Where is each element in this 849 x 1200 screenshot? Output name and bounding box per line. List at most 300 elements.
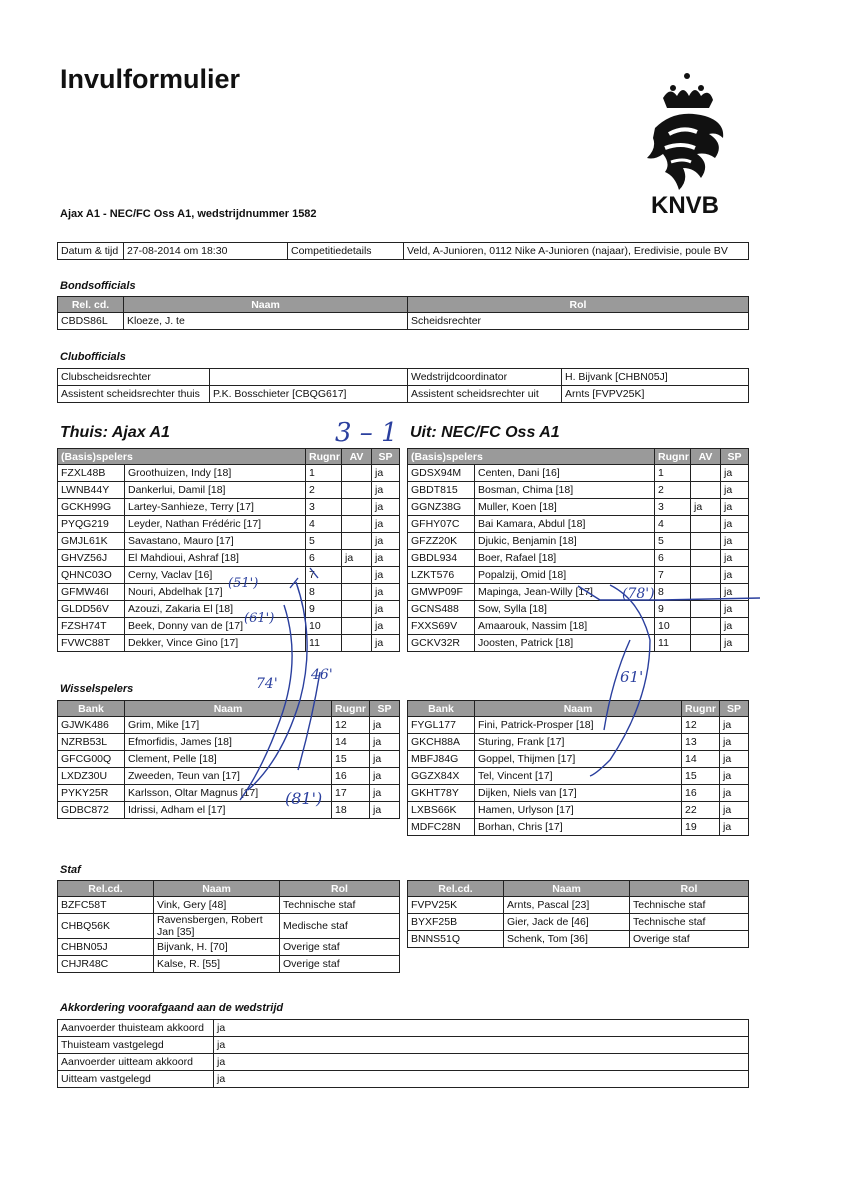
cell: ja — [721, 482, 749, 499]
cell: Sturing, Frank [17] — [475, 734, 682, 751]
cell: PYKY25R — [58, 785, 125, 802]
cell: Arnts [FVPV25K] — [562, 386, 749, 403]
cell: GHVZ56J — [58, 550, 125, 567]
table-row — [58, 734, 400, 751]
cell — [691, 618, 721, 635]
cell: ja — [370, 802, 400, 819]
cell: Wedstrijdcoordinator — [408, 369, 562, 386]
col-sp: SP — [372, 449, 400, 465]
cell — [342, 516, 372, 533]
handwritten-sub-home-2: (61') — [244, 611, 275, 626]
cell: BNNS51Q — [408, 931, 504, 948]
cell: GGNZ38G — [408, 499, 475, 516]
cell: Popalzij, Omid [18] — [475, 567, 655, 584]
cell — [210, 369, 408, 386]
cell: Ravensbergen, Robert Jan [35] — [154, 914, 280, 939]
cell: Technische staf — [280, 897, 400, 914]
cell: GDBC872 — [58, 802, 125, 819]
cell: Tel, Vincent [17] — [475, 768, 682, 785]
cell: Mapinga, Jean-Willy [17] — [475, 584, 655, 601]
cell: ja — [372, 533, 400, 550]
cell — [342, 618, 372, 635]
cell: Muller, Koen [18] — [475, 499, 655, 516]
table-row — [58, 751, 400, 768]
table-row — [58, 516, 400, 533]
cell: Goppel, Thijmen [17] — [475, 751, 682, 768]
cell: ja — [721, 618, 749, 635]
cell: 12 — [332, 717, 370, 734]
cell: 4 — [306, 516, 342, 533]
cell: GCKH99G — [58, 499, 125, 516]
home-players-table — [57, 448, 400, 652]
table-row — [408, 785, 749, 802]
cell: Technische staf — [630, 914, 749, 931]
cell: ja — [720, 785, 749, 802]
table-row — [408, 618, 749, 635]
lion-crest-icon — [625, 68, 745, 218]
handwritten-score: 3 – 1 — [335, 418, 398, 448]
cell: Bosman, Chima [18] — [475, 482, 655, 499]
cell: 7 — [655, 567, 691, 584]
knvb-logo — [625, 68, 745, 218]
cell: GKHT78Y — [408, 785, 475, 802]
cell: ja — [370, 751, 400, 768]
cell: 2 — [306, 482, 342, 499]
cell — [342, 584, 372, 601]
cell: Technische staf — [630, 897, 749, 914]
table-row — [58, 802, 400, 819]
cell: 11 — [306, 635, 342, 652]
table-row — [58, 914, 400, 939]
cell: ja — [372, 618, 400, 635]
cell: LXDZ30U — [58, 768, 125, 785]
cell: 13 — [682, 734, 720, 751]
datum-label: Datum & tijd — [58, 243, 124, 260]
table-row — [58, 1054, 749, 1071]
table-row — [408, 533, 749, 550]
table-row — [408, 897, 749, 914]
cell: ja — [214, 1071, 749, 1088]
cell: Cerny, Vaclav [16] — [125, 567, 306, 584]
cell: Beek, Donny van de [17] — [125, 618, 306, 635]
table-row — [58, 956, 400, 973]
cell: 14 — [682, 751, 720, 768]
cell: ja — [214, 1054, 749, 1071]
away-players-table — [407, 448, 749, 652]
table-row — [58, 768, 400, 785]
datum-value: 27-08-2014 om 18:30 — [124, 243, 288, 260]
cell: 18 — [332, 802, 370, 819]
clubofficials-heading: Clubofficials — [60, 351, 126, 363]
col-basisspelers: (Basis)spelers — [58, 449, 306, 465]
table-row — [408, 601, 749, 618]
cell: Savastano, Mauro [17] — [125, 533, 306, 550]
cell: ja — [370, 785, 400, 802]
cell: Uitteam vastgelegd — [58, 1071, 214, 1088]
cell: ja — [720, 768, 749, 785]
cell: Clubscheidsrechter — [58, 369, 210, 386]
cell: PYQG219 — [58, 516, 125, 533]
col-bank: Bank — [58, 701, 125, 717]
cell: CHJR48C — [58, 956, 154, 973]
cell: FVWC88T — [58, 635, 125, 652]
cell: ja — [372, 567, 400, 584]
cell: Dijken, Niels van [17] — [475, 785, 682, 802]
cell: GMJL61K — [58, 533, 125, 550]
col-relcd: Rel.cd. — [408, 881, 504, 897]
cell: Overige staf — [280, 956, 400, 973]
cell: Centen, Dani [16] — [475, 465, 655, 482]
cell: 16 — [682, 785, 720, 802]
cell: Hamen, Urlyson [17] — [475, 802, 682, 819]
table-row — [58, 533, 400, 550]
table-row — [58, 897, 400, 914]
cell: ja — [720, 717, 749, 734]
cell: Efmorfidis, James [18] — [125, 734, 332, 751]
cell: GKCH88A — [408, 734, 475, 751]
cell: Zweeden, Teun van [17] — [125, 768, 332, 785]
cell: 10 — [655, 618, 691, 635]
table-row — [408, 584, 749, 601]
cell — [691, 601, 721, 618]
col-av: AV — [691, 449, 721, 465]
col-av: AV — [342, 449, 372, 465]
cell — [342, 482, 372, 499]
col-naam: Naam — [475, 701, 682, 717]
table-row — [58, 386, 749, 403]
table-row — [408, 499, 749, 516]
home-staff-table — [57, 880, 400, 973]
cell: Scheidsrechter — [408, 313, 749, 330]
match-info-table — [57, 242, 749, 260]
cell: 15 — [332, 751, 370, 768]
cell: Schenk, Tom [36] — [504, 931, 630, 948]
handwritten-sub-away-2: 61' — [620, 668, 644, 686]
cell: Clement, Pelle [18] — [125, 751, 332, 768]
bondsofficials-table — [57, 296, 749, 330]
cell: ja — [721, 533, 749, 550]
cell: ja — [721, 601, 749, 618]
cell: 6 — [306, 550, 342, 567]
table-row — [58, 635, 400, 652]
cell: GFZZ20K — [408, 533, 475, 550]
cell: CHBQ56K — [58, 914, 154, 939]
table-row — [408, 567, 749, 584]
col-rol: Rol — [408, 297, 749, 313]
col-sp: SP — [721, 449, 749, 465]
cell: 9 — [655, 601, 691, 618]
akkoord-heading: Akkordering voorafgaand aan de wedstrijd — [60, 1002, 284, 1014]
cell: ja — [372, 635, 400, 652]
cell: GJWK486 — [58, 717, 125, 734]
table-row — [408, 734, 749, 751]
cell — [691, 516, 721, 533]
col-sp: SP — [370, 701, 400, 717]
cell: ja — [372, 499, 400, 516]
cell: ja — [721, 550, 749, 567]
cell — [691, 482, 721, 499]
cell: CBDS86L — [58, 313, 124, 330]
cell — [342, 567, 372, 584]
col-basisspelers: (Basis)spelers — [408, 449, 655, 465]
cell: GBDT815 — [408, 482, 475, 499]
table-row — [58, 717, 400, 734]
cell: 2 — [655, 482, 691, 499]
cell: Djukic, Benjamin [18] — [475, 533, 655, 550]
cell: Gier, Jack de [46] — [504, 914, 630, 931]
cell: Idrissi, Adham el [17] — [125, 802, 332, 819]
cell: ja — [721, 584, 749, 601]
cell: FZXL48B — [58, 465, 125, 482]
cell: Assistent scheidsrechter thuis — [58, 386, 210, 403]
table-row — [408, 635, 749, 652]
table-row — [408, 768, 749, 785]
cell: GDSX94M — [408, 465, 475, 482]
table-row — [58, 369, 749, 386]
cell: Karlsson, Oltar Magnus [17] — [125, 785, 332, 802]
away-bench-table — [407, 700, 749, 836]
handwritten-sub-home-5: (81') — [285, 789, 323, 808]
cell: MBFJ84G — [408, 751, 475, 768]
table-row — [408, 717, 749, 734]
cell: GFHY07C — [408, 516, 475, 533]
cell: ja — [720, 751, 749, 768]
cell: Lartey-Sanhieze, Terry [17] — [125, 499, 306, 516]
table-row — [408, 516, 749, 533]
cell: 9 — [306, 601, 342, 618]
cell — [691, 584, 721, 601]
home-bench-table — [57, 700, 400, 819]
handwritten-sub-away-1: (78') — [622, 586, 655, 602]
col-rugnr: Rugnr — [655, 449, 691, 465]
clubofficials-table — [57, 368, 749, 403]
cell: QHNC03O — [58, 567, 125, 584]
col-bank: Bank — [408, 701, 475, 717]
cell: 17 — [332, 785, 370, 802]
cell: Bai Kamara, Abdul [18] — [475, 516, 655, 533]
table-row — [58, 1020, 749, 1037]
cell: Medische staf — [280, 914, 400, 939]
cell — [691, 635, 721, 652]
cell: ja — [370, 734, 400, 751]
cell: Nouri, Abdelhak [17] — [125, 584, 306, 601]
cell: LXBS66K — [408, 802, 475, 819]
table-row — [58, 1037, 749, 1054]
col-naam: Naam — [124, 297, 408, 313]
cell — [342, 533, 372, 550]
cell: 16 — [332, 768, 370, 785]
handwritten-sub-home-3: 74' — [256, 676, 278, 692]
cell: Overige staf — [630, 931, 749, 948]
col-rugnr: Rugnr — [682, 701, 720, 717]
cell: ja — [370, 768, 400, 785]
cell: Thuisteam vastgelegd — [58, 1037, 214, 1054]
cell: ja — [721, 516, 749, 533]
cell: El Mahdioui, Ashraf [18] — [125, 550, 306, 567]
page-title: Invulformulier — [60, 64, 241, 94]
cell: Borhan, Chris [17] — [475, 819, 682, 836]
cell: 5 — [306, 533, 342, 550]
cell: LZKT576 — [408, 567, 475, 584]
col-rol: Rol — [280, 881, 400, 897]
cell: ja — [721, 465, 749, 482]
col-naam: Naam — [154, 881, 280, 897]
cell: Leyder, Nathan Frédéric [17] — [125, 516, 306, 533]
cell — [691, 533, 721, 550]
cell: ja — [720, 819, 749, 836]
cell: Boer, Rafael [18] — [475, 550, 655, 567]
cell: 22 — [682, 802, 720, 819]
comp-label: Competitiedetails — [288, 243, 404, 260]
cell — [691, 465, 721, 482]
cell: GCKV32R — [408, 635, 475, 652]
table-row — [408, 482, 749, 499]
wisselspelers-heading: Wisselspelers — [60, 683, 134, 695]
table-row — [58, 785, 400, 802]
comp-value: Veld, A-Junioren, 0112 Nike A-Junioren (najaar), Eredivisie, poule BV — [404, 243, 749, 260]
cell: Joosten, Patrick [18] — [475, 635, 655, 652]
cell: ja — [372, 584, 400, 601]
cell: ja — [372, 482, 400, 499]
cell: Assistent scheidsrechter uit — [408, 386, 562, 403]
cell: GBDL934 — [408, 550, 475, 567]
cell: 8 — [306, 584, 342, 601]
cell: Kloeze, J. te — [124, 313, 408, 330]
col-rugnr: Rugnr — [306, 449, 342, 465]
table-row — [58, 313, 749, 330]
cell: Fini, Patrick-Prosper [18] — [475, 717, 682, 734]
cell: ja — [372, 465, 400, 482]
handwritten-sub-home-4: 46' — [311, 667, 333, 683]
cell: GGZX84X — [408, 768, 475, 785]
cell: 3 — [306, 499, 342, 516]
akkoord-table — [57, 1019, 749, 1088]
cell: Bijvank, H. [70] — [154, 939, 280, 956]
table-row — [58, 550, 400, 567]
cell: 1 — [306, 465, 342, 482]
cell: BYXF25B — [408, 914, 504, 931]
cell: Aanvoerder uitteam akkoord — [58, 1054, 214, 1071]
cell: MDFC28N — [408, 819, 475, 836]
cell: 19 — [682, 819, 720, 836]
table-row — [58, 939, 400, 956]
cell: Groothuizen, Indy [18] — [125, 465, 306, 482]
match-line: Ajax A1 - NEC/FC Oss A1, wedstrijdnummer 1582 — [60, 208, 317, 220]
cell: 15 — [682, 768, 720, 785]
cell: 10 — [306, 618, 342, 635]
cell: 5 — [655, 533, 691, 550]
cell: 4 — [655, 516, 691, 533]
cell: GFMW46I — [58, 584, 125, 601]
cell: Azouzi, Zakaria El [18] — [125, 601, 306, 618]
table-row — [58, 482, 400, 499]
col-relcd: Rel.cd. — [58, 881, 154, 897]
cell: ja — [372, 601, 400, 618]
cell: Sow, Sylla [18] — [475, 601, 655, 618]
cell — [342, 465, 372, 482]
cell: ja — [372, 550, 400, 567]
cell: ja — [721, 499, 749, 516]
cell — [342, 499, 372, 516]
cell: ja — [214, 1020, 749, 1037]
cell: GCNS488 — [408, 601, 475, 618]
table-row — [408, 819, 749, 836]
table-row — [408, 465, 749, 482]
cell: ja — [691, 499, 721, 516]
bondsofficials-heading: Bondsofficials — [60, 280, 136, 292]
cell: 6 — [655, 550, 691, 567]
table-row — [408, 550, 749, 567]
cell: ja — [342, 550, 372, 567]
cell: 1 — [655, 465, 691, 482]
cell: 3 — [655, 499, 691, 516]
staf-heading: Staf — [60, 864, 81, 876]
cell: 7 — [306, 567, 342, 584]
cell: Amaarouk, Nassim [18] — [475, 618, 655, 635]
cell: Vink, Gery [48] — [154, 897, 280, 914]
col-relcd: Rel. cd. — [58, 297, 124, 313]
col-naam: Naam — [125, 701, 332, 717]
cell: 8 — [655, 584, 691, 601]
cell: GMWP09F — [408, 584, 475, 601]
handwritten-sub-home-1: (51') — [228, 576, 259, 591]
cell: BZFC58T — [58, 897, 154, 914]
cell: ja — [721, 567, 749, 584]
cell: GLDD56V — [58, 601, 125, 618]
away-staff-table — [407, 880, 749, 948]
cell: 12 — [682, 717, 720, 734]
cell: Dekker, Vince Gino [17] — [125, 635, 306, 652]
away-team-heading: Uit: NEC/FC Oss A1 — [410, 424, 560, 441]
cell — [691, 550, 721, 567]
cell: 11 — [655, 635, 691, 652]
col-rugnr: Rugnr — [332, 701, 370, 717]
table-row — [408, 751, 749, 768]
cell: ja — [370, 717, 400, 734]
col-rol: Rol — [630, 881, 749, 897]
cell: ja — [214, 1037, 749, 1054]
cell: Dankerlui, Damil [18] — [125, 482, 306, 499]
table-row — [58, 618, 400, 635]
col-sp: SP — [720, 701, 749, 717]
cell: NZRB53L — [58, 734, 125, 751]
cell: FXXS69V — [408, 618, 475, 635]
cell: GFCG00Q — [58, 751, 125, 768]
cell: Grim, Mike [17] — [125, 717, 332, 734]
table-row — [58, 465, 400, 482]
cell: Arnts, Pascal [23] — [504, 897, 630, 914]
cell — [342, 635, 372, 652]
cell: H. Bijvank [CHBN05J] — [562, 369, 749, 386]
cell: Overige staf — [280, 939, 400, 956]
col-naam: Naam — [504, 881, 630, 897]
table-row — [58, 499, 400, 516]
cell: ja — [372, 516, 400, 533]
cell: Kalse, R. [55] — [154, 956, 280, 973]
cell: ja — [720, 802, 749, 819]
table-row — [408, 802, 749, 819]
cell: FYGL177 — [408, 717, 475, 734]
cell — [691, 567, 721, 584]
table-row — [58, 601, 400, 618]
home-team-heading: Thuis: Ajax A1 — [60, 424, 170, 441]
table-row — [58, 1071, 749, 1088]
cell: 14 — [332, 734, 370, 751]
cell: LWNB44Y — [58, 482, 125, 499]
logo-text: KNVB — [650, 192, 720, 218]
cell: P.K. Bosschieter [CBQG617] — [210, 386, 408, 403]
cell: FVPV25K — [408, 897, 504, 914]
